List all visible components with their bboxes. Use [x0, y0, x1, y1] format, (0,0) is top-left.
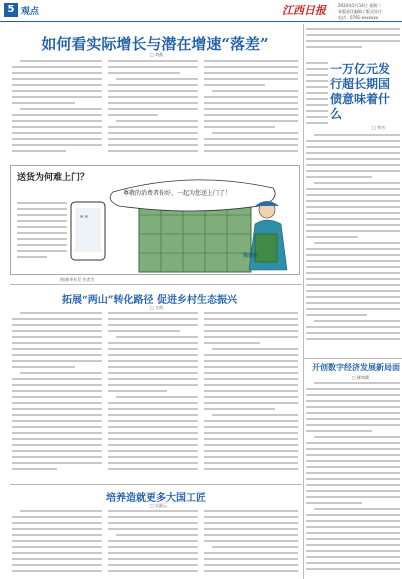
right-column-top-text	[306, 28, 400, 56]
main-article-column-3	[204, 60, 298, 162]
talent-article-column-3	[204, 510, 298, 576]
side-article-margin-text	[306, 62, 328, 130]
date-line: 2024年5月14日 星期二	[338, 3, 382, 8]
section-title: 观点	[21, 7, 40, 17]
headline-new-economy: 开创数字经济发展新局面	[312, 362, 400, 372]
side-article-body	[306, 134, 400, 356]
headline-side: 一万亿元发行超长期国债意味着什么	[330, 62, 391, 121]
cartoon-speech: 尊敬的消费者你好，一起为您送上门了！	[123, 190, 232, 197]
talent-article-column-2	[108, 510, 198, 576]
divider	[304, 358, 402, 359]
headline-main: 如何看实际增长与潜在增速“落差”	[41, 35, 269, 53]
byline-new-economy: □ 柳鸿儒	[352, 375, 370, 380]
rural-article-column-3	[204, 312, 298, 482]
cartoon-credit: 图/新华社发 作者名	[60, 277, 95, 282]
cartoon-commentary	[17, 202, 67, 268]
byline-rural: □ 方南	[150, 305, 164, 310]
headline-talent: 培养造就更多大国工匠	[106, 493, 206, 504]
editorial-cartoon	[10, 165, 300, 275]
contact-line: 电话：0791-xxxxxxx	[338, 15, 379, 20]
headline-rural: 拓展“两山”转化路径 促进乡村生态振兴	[62, 295, 237, 306]
rural-article-column-2	[108, 312, 198, 482]
main-article-column-2	[108, 60, 198, 162]
locker-label: 快递柜	[243, 253, 259, 259]
rural-article-column-1	[12, 312, 102, 482]
divider	[10, 484, 302, 485]
newspaper-masthead: 江西日报	[282, 4, 326, 17]
talent-article-column-1	[12, 510, 102, 576]
divider	[10, 284, 302, 285]
page-number: 5	[4, 3, 18, 17]
svg-text:✉ ✉: ✉ ✉	[80, 214, 88, 219]
byline-talent: □ 吴淑云	[150, 503, 168, 508]
edition-line: 本版责任编辑 / 版式设计	[338, 9, 382, 14]
byline-main: □ 胡燕	[150, 52, 164, 57]
column-divider	[303, 24, 304, 579]
main-article-column-1	[12, 60, 102, 162]
page-header	[0, 0, 402, 22]
byline-side: □ 李吉	[372, 125, 386, 130]
new-economy-body	[306, 382, 400, 576]
cartoon-title: 送货为何难上门？	[17, 173, 90, 183]
